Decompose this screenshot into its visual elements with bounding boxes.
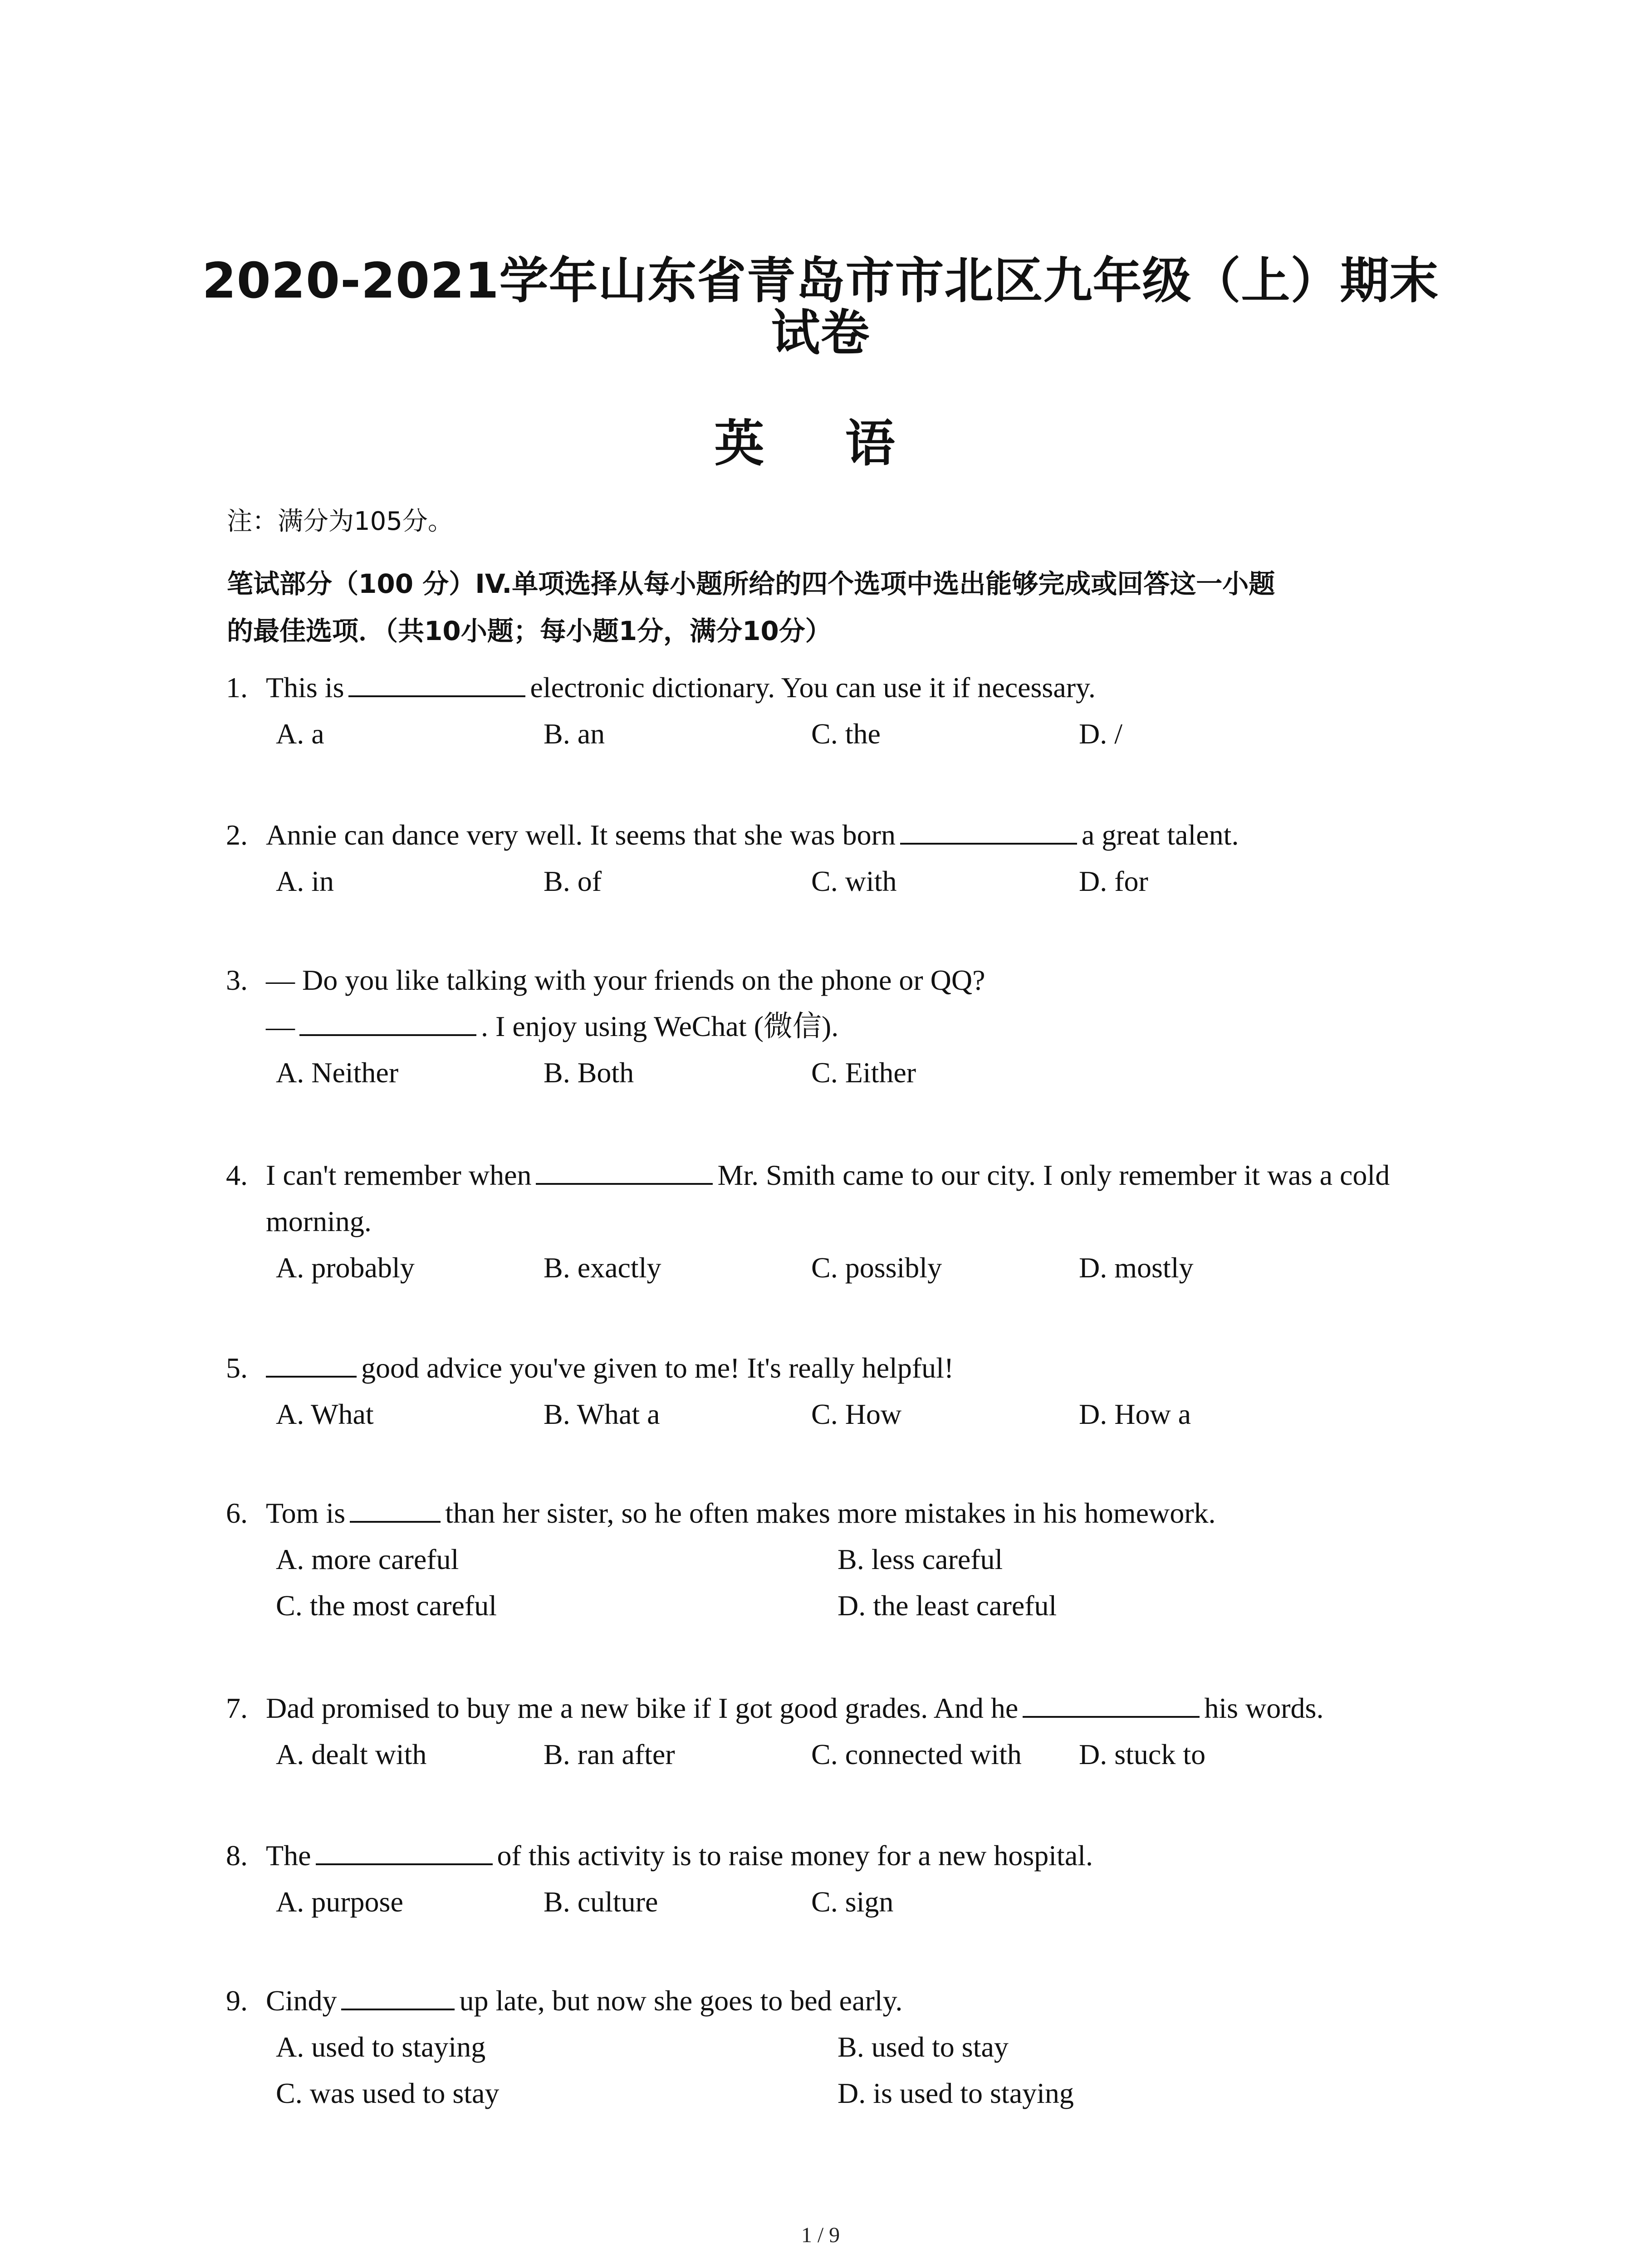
question-number: 8. [226, 1839, 248, 1872]
option-b[interactable]: B. culture [544, 1886, 658, 1918]
question-text-post: of this activity is to raise money for a new hospital. [497, 1839, 1093, 1872]
question-5 [226, 1345, 1474, 1437]
question-number: 4. [226, 1159, 248, 1191]
option-d[interactable]: D. How a [1079, 1398, 1191, 1430]
question-7 [226, 1685, 1474, 1778]
option-d[interactable]: D. for [1079, 865, 1148, 897]
question-text-post: than her sister, so he often makes more mistakes in his homework. [445, 1497, 1216, 1529]
question-3 [226, 957, 1474, 1096]
options-row [226, 858, 1474, 904]
options-row [226, 1391, 1474, 1437]
answer-blank [316, 1833, 493, 1865]
options-row [226, 2070, 1474, 2116]
option-a[interactable]: A. in [276, 865, 334, 897]
option-a[interactable]: A. What [276, 1398, 374, 1430]
question-text-pre: The [266, 1839, 311, 1872]
option-d[interactable]: D. stuck to [1079, 1738, 1206, 1770]
option-c[interactable]: C. possibly [811, 1251, 942, 1284]
question-text-pre: — [266, 1010, 295, 1042]
question-2 [226, 812, 1474, 904]
question-text-post: Mr. Smith came to our city. I only remember it was a cold [717, 1159, 1390, 1191]
question-number: 9. [226, 1984, 248, 2017]
option-a[interactable]: A. dealt with [276, 1738, 427, 1770]
option-a[interactable]: A. purpose [276, 1886, 403, 1918]
answer-blank [1023, 1686, 1200, 1718]
exam-title-line1: 2020-2021学年山东省青岛市市北区九年级（上）期末 [202, 253, 1439, 309]
answer-blank [900, 813, 1077, 845]
option-c[interactable]: C. was used to stay [276, 2077, 500, 2109]
answer-blank [348, 665, 525, 697]
option-c[interactable]: C. the most careful [276, 1589, 497, 1622]
options-row [226, 1536, 1474, 1583]
question-9 [226, 1978, 1474, 2116]
question-number: 3. [226, 964, 248, 996]
question-text-post: good advice you've given to me! It's really helpful! [361, 1352, 954, 1384]
option-b[interactable]: B. ran after [544, 1738, 675, 1770]
option-b[interactable]: B. Both [544, 1056, 634, 1089]
section-instructions-line2: 的最佳选项．（共10小题；每小题1分，满分10分） [227, 616, 832, 646]
answer-blank [536, 1153, 713, 1185]
question-text-pre: Cindy [266, 1984, 337, 2017]
question-number: 2. [226, 819, 248, 851]
question-number: 1. [226, 671, 248, 704]
question-text-post: . I enjoy using WeChat (微信). [481, 1010, 839, 1042]
question-1 [226, 665, 1474, 757]
option-c[interactable]: C. How [811, 1398, 902, 1430]
section-instructions-line1: 笔试部分（100 分）IV.单项选择从每小题所给的四个选项中选出能够完成或回答这一小题 [227, 568, 1275, 599]
option-c[interactable]: C. the [811, 718, 881, 750]
options-row [226, 1731, 1474, 1778]
question-text-pre: I can't remember when [266, 1159, 532, 1191]
option-b[interactable]: B. What a [544, 1398, 660, 1430]
question-text-post: his words. [1204, 1692, 1324, 1724]
option-b[interactable]: B. used to stay [838, 2031, 1009, 2063]
options-row [226, 1245, 1474, 1291]
option-b[interactable]: B. less careful [838, 1543, 1003, 1575]
option-a[interactable]: A. a [276, 718, 324, 750]
question-text-continued: morning. [266, 1205, 372, 1237]
answer-blank [341, 1979, 455, 2010]
question-text-pre: This is [266, 671, 344, 704]
option-d[interactable]: D. is used to staying [838, 2077, 1074, 2109]
option-d[interactable]: D. / [1079, 718, 1122, 750]
answer-blank [350, 1491, 441, 1523]
option-b[interactable]: B. of [544, 865, 602, 897]
section-instructions [227, 560, 1452, 655]
option-b[interactable]: B. exactly [544, 1251, 661, 1284]
option-a[interactable]: A. Neither [276, 1056, 399, 1089]
option-c[interactable]: C. Either [811, 1056, 916, 1089]
option-b[interactable]: B. an [544, 718, 605, 750]
option-d[interactable]: D. mostly [1079, 1251, 1194, 1284]
option-c[interactable]: C. with [811, 865, 897, 897]
question-text-post: a great talent. [1081, 819, 1239, 851]
question-8 [226, 1833, 1474, 1925]
option-a[interactable]: A. used to staying [276, 2031, 486, 2063]
options-row [226, 1583, 1474, 1629]
question-number: 5. [226, 1352, 248, 1384]
question-text-post: up late, but now she goes to bed early. [459, 1984, 903, 2017]
question-number: 6. [226, 1497, 248, 1529]
option-a[interactable]: A. more careful [276, 1543, 459, 1575]
exam-title-line2: 试卷 [771, 305, 870, 362]
question-4 [226, 1152, 1474, 1291]
options-row [226, 1879, 1474, 1925]
options-row [226, 1050, 1474, 1096]
question-text-line1: — Do you like talking with your friends on the phone or QQ? [266, 964, 985, 996]
question-text-post: electronic dictionary. You can use it if necessary. [530, 671, 1096, 704]
subject-heading: 英 语 [714, 415, 927, 473]
option-c[interactable]: C. sign [811, 1886, 894, 1918]
option-a[interactable]: A. probably [276, 1251, 415, 1284]
option-d[interactable]: D. the least careful [838, 1589, 1057, 1622]
question-number: 7. [226, 1692, 248, 1724]
answer-blank [299, 1004, 476, 1036]
question-text-pre: Dad promised to buy me a new bike if I got good grades. And he [266, 1692, 1019, 1724]
question-6 [226, 1490, 1474, 1629]
question-text-pre: Tom is [266, 1497, 346, 1529]
options-row [226, 2024, 1474, 2070]
options-row [226, 711, 1474, 757]
score-note: 注：满分为105分。 [227, 507, 453, 536]
option-c[interactable]: C. connected with [811, 1738, 1022, 1770]
page-number: 1 / 9 [801, 2223, 840, 2247]
question-text-pre: Annie can dance very well. It seems that she was born [266, 819, 896, 851]
answer-blank [266, 1346, 357, 1378]
